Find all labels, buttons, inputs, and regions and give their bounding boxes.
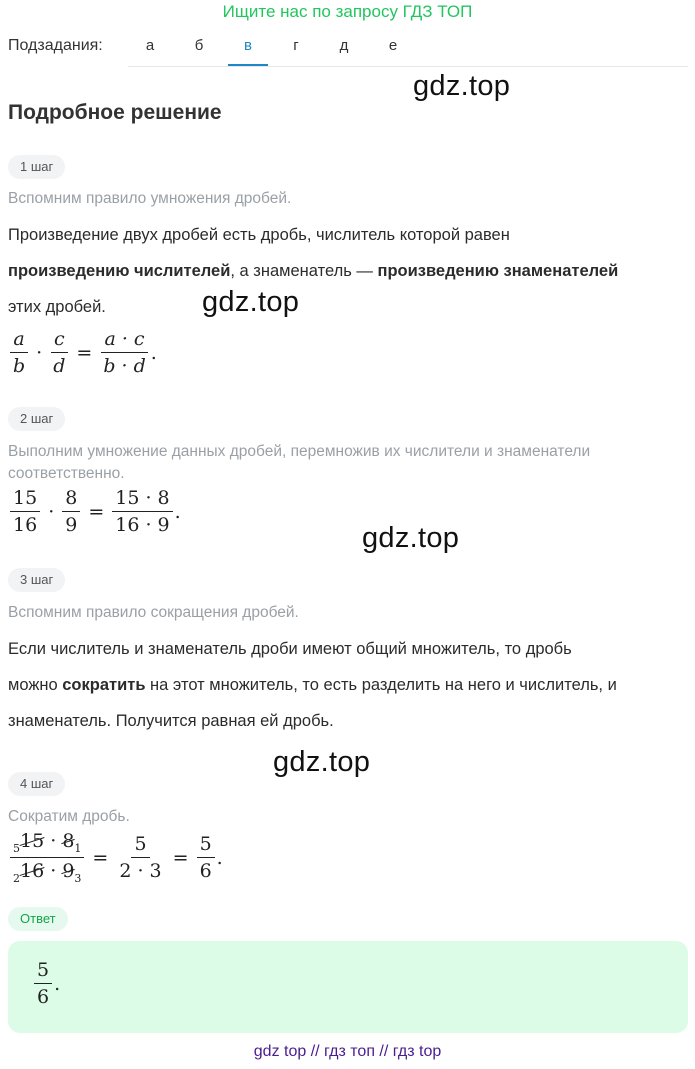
bold-term: произведению знаменателей	[377, 262, 619, 280]
step-4-hint: Сократим дробь.	[8, 808, 130, 825]
fraction-c-d	[50, 328, 68, 377]
denominator: 16 · 9	[115, 514, 170, 536]
period: .	[174, 500, 181, 523]
fraction	[10, 487, 40, 536]
step-1-text-line2	[8, 262, 618, 281]
step-1-badge: 1 шаг	[8, 155, 65, 179]
step-2-badge: 2 шаг	[8, 407, 65, 431]
step-2-formula	[8, 487, 181, 536]
subtask-tab-g[interactable]: г	[293, 37, 299, 54]
denominator: 9	[65, 514, 78, 536]
numerator: a · c	[101, 328, 147, 353]
fraction-a-b	[10, 328, 28, 377]
numerator: 15 · 8	[112, 487, 172, 512]
bold-term: произведению числителей	[8, 262, 231, 280]
subtask-tab-a[interactable]: а	[145, 37, 155, 54]
numerator: 5	[131, 833, 149, 858]
cancelled-value: 15	[20, 830, 45, 852]
footer-links[interactable]: gdz top // гдз топ // гдз top	[253, 1043, 442, 1060]
step-1-hint: Вспомним правило умножения дробей.	[8, 190, 292, 207]
fraction-result	[112, 487, 172, 536]
subtask-tab-b[interactable]: б	[194, 37, 204, 54]
numerator: 5	[34, 959, 52, 984]
denominator: b	[13, 355, 26, 377]
numerator	[10, 830, 84, 858]
step-1-formula	[8, 328, 157, 377]
fraction-result	[100, 328, 148, 377]
fraction	[62, 487, 80, 536]
subtask-tabs	[128, 28, 688, 67]
operator: ·	[48, 500, 55, 523]
step-3-text-line1: Если числитель и знаменатель дроби имеют общий множитель, то дробь	[8, 640, 572, 658]
cancelled-value: 8	[62, 830, 75, 852]
cancelled-fraction	[10, 830, 84, 885]
operator: ·	[36, 341, 43, 364]
bold-term: сократить	[62, 676, 146, 694]
watermark: gdz.top	[362, 522, 460, 554]
step-4-badge: 4 шаг	[8, 772, 65, 796]
denominator: d	[53, 355, 66, 377]
fraction-result	[197, 833, 215, 882]
denominator: 2 · 3	[119, 860, 162, 882]
numerator: c	[51, 328, 68, 353]
reduced-value: 3	[74, 872, 82, 885]
answer-badge: Ответ	[8, 907, 68, 931]
subtask-tab-v[interactable]: в	[228, 28, 268, 66]
denominator: 6	[37, 986, 50, 1008]
period: .	[216, 846, 223, 869]
fraction	[116, 833, 164, 882]
cancelled-value: 9	[62, 860, 75, 882]
operator: ·	[50, 860, 57, 882]
numerator: 15	[10, 487, 40, 512]
section-title: Подробное решение	[8, 101, 222, 124]
text-fragment: на этот множитель, то есть разделить на него и числитель, и	[145, 676, 617, 694]
watermark: gdz.top	[273, 746, 371, 778]
numerator: 8	[62, 487, 80, 512]
operator: =	[172, 846, 189, 869]
denominator	[10, 858, 84, 885]
denominator: 6	[199, 860, 212, 882]
subtask-tab-d[interactable]: д	[339, 37, 349, 54]
step-3-text-line2	[8, 676, 617, 695]
reduced-value: 2	[13, 872, 20, 885]
operator: =	[92, 846, 109, 869]
period: .	[54, 972, 61, 995]
cancelled-value: 16	[20, 860, 45, 882]
numerator: a	[10, 328, 27, 353]
search-banner: Ищите нас по запросу ГДЗ ТОП	[222, 2, 473, 21]
answer-box	[8, 941, 688, 1033]
subtasks-label: Подзадания:	[8, 37, 103, 54]
watermark: gdz.top	[202, 286, 300, 318]
step-3-badge: 3 шаг	[8, 568, 65, 592]
denominator: b · d	[103, 355, 146, 377]
denominator: 16	[13, 514, 38, 536]
step-3-hint: Вспомним правило сокращения дробей.	[8, 604, 299, 621]
subtask-tab-e[interactable]: е	[388, 37, 398, 54]
operator: ·	[50, 830, 57, 852]
step-1-text-line3: этих дробей.	[8, 298, 106, 316]
fraction	[34, 959, 52, 1008]
operator: =	[88, 500, 105, 523]
reduced-value: 1	[74, 842, 82, 855]
step-3-text-line3: знаменатель. Получится равная ей дробь.	[8, 712, 334, 730]
period: .	[150, 341, 157, 364]
watermark: gdz.top	[413, 70, 511, 102]
reduced-value: 5	[13, 842, 20, 855]
operator: =	[76, 341, 93, 364]
text-fragment: можно	[8, 676, 63, 694]
text-fragment: , а знаменатель —	[230, 262, 378, 280]
numerator: 5	[197, 833, 215, 858]
answer-formula	[32, 959, 60, 1008]
step-2-hint: Выполним умножение данных дробей, перемножив их числители и знаменатели соответственно.	[8, 443, 591, 482]
step-1-text-line1: Произведение двух дробей есть дробь, числитель которой равен	[8, 226, 510, 244]
step-4-formula	[8, 830, 223, 885]
